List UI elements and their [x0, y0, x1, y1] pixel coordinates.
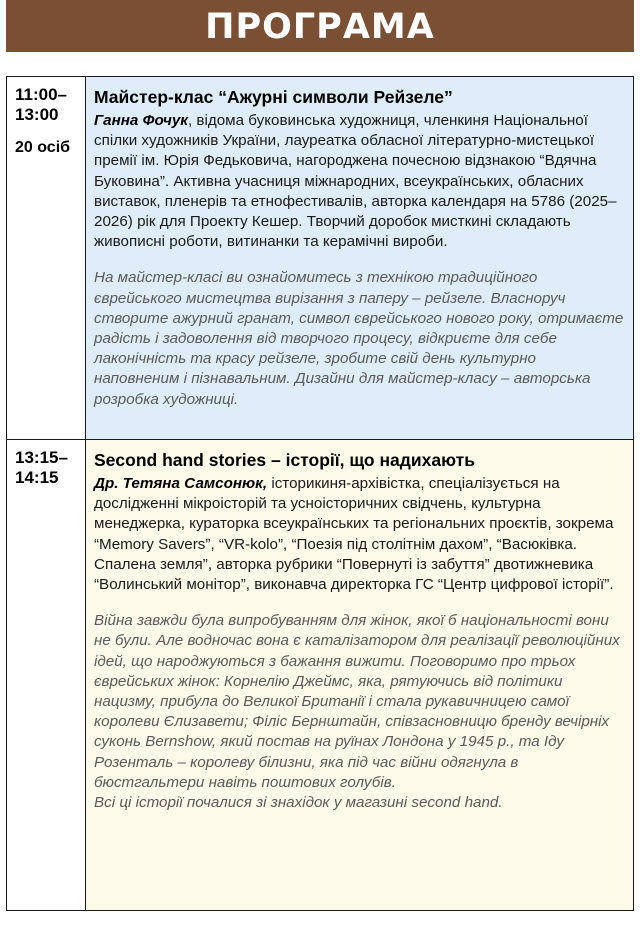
- speaker-bio-text: , відома буковинська художниця, членкиня Національної спілки художників України, лауреатка обласної літературно-мистецької премії ім. Юрія Федьковича, нагороджена почесною відзнакою “Вдячна Буковина”. Активна учасниця міжнародних, всеукраїнських, обласних виставок, пленерів та етнофестивалів, авторка календаря на 5786 (2025–2026) рік для Проекту Кешер. Творчий доробок мисткині складають живописні роботи, витинанки та керамічні вироби.: [94, 112, 617, 251]
- content-cell: [86, 440, 634, 911]
- event-content: [86, 77, 633, 439]
- event-time: 11:00– 13:00: [15, 85, 67, 124]
- table-row: [7, 440, 634, 911]
- speaker-name: Ганна Фочук: [94, 112, 188, 129]
- event-time: 13:15– 14:15: [15, 448, 68, 487]
- program-header-banner: [6, 0, 634, 52]
- speaker-bio: [94, 474, 625, 595]
- time-cell: [7, 440, 86, 911]
- table-row: [7, 77, 634, 440]
- speaker-bio-text: історикиня-архівістка, спеціалізується на дослідженні мікроісторій та усноісторичних свідчень, культурна менеджерка, кураторка всеукраїнських та регіональних проєктів, зокрема “Memory Savers”, “VR-kolo”, “Поезія під столітнім дахом”, “Васюківка. Спалена земля”, авторка рубрики “Повернуті із забуття” двотижневика “Волинський монітор”, виконавча директорка ГС “Центр цифрової історії”.: [94, 475, 614, 594]
- content-cell: [86, 77, 634, 440]
- event-content: [86, 440, 633, 910]
- page-title: ПРОГРАМА: [205, 7, 435, 47]
- time-cell: [7, 77, 86, 440]
- event-title: Майстер-клас “Ажурні символи Рейзеле”: [94, 87, 453, 107]
- event-title: Second hand stories – історії, що надихають: [94, 450, 475, 470]
- program-table: [6, 76, 634, 911]
- event-description: Війна завжди була випробуванням для жінок, якої б національності вони не були. Але водночас вона є каталізатором для реалізації революційних ідей, що народжуються з бажання вижити. Поговоримо про трьох єврейських жінок: Корнелію Джеймс, яка, рятуючись від політики нацизму, прибула до Великої Британії і стала рукавичницею самої королеви Єлизавети; Філіс Бернштайн, співзасновницю бренду вечірніх суконь Bernshow, який постав на руїнах Лондона у 1945 р., та Іду Розенталь – королеву білизни, яка під час війни одягнула в бюстгальтери навіть поштових голубів. Всі ці історії почалися зі знахідок у магазині second hand.: [94, 612, 620, 812]
- speaker-bio: [94, 111, 625, 252]
- speaker-name: Др. Тетяна Самсонюк,: [94, 475, 268, 492]
- event-capacity: 20 осіб: [15, 139, 71, 156]
- event-description: На майстер-класі ви ознайомитесь з технікою традиційного єврейського мистецтва вирізання з паперу – рейзеле. Власноруч створите ажурний гранат, символ єврейського нового року, отримаєте радість і задоволення від творчого процесу, відкриєте для себе лаконічність та красу рейзеле, зробите свій день культурно наповненим і пізнавальним. Дизайни для майстер-класу – авторська розробка художниці.: [94, 269, 624, 408]
